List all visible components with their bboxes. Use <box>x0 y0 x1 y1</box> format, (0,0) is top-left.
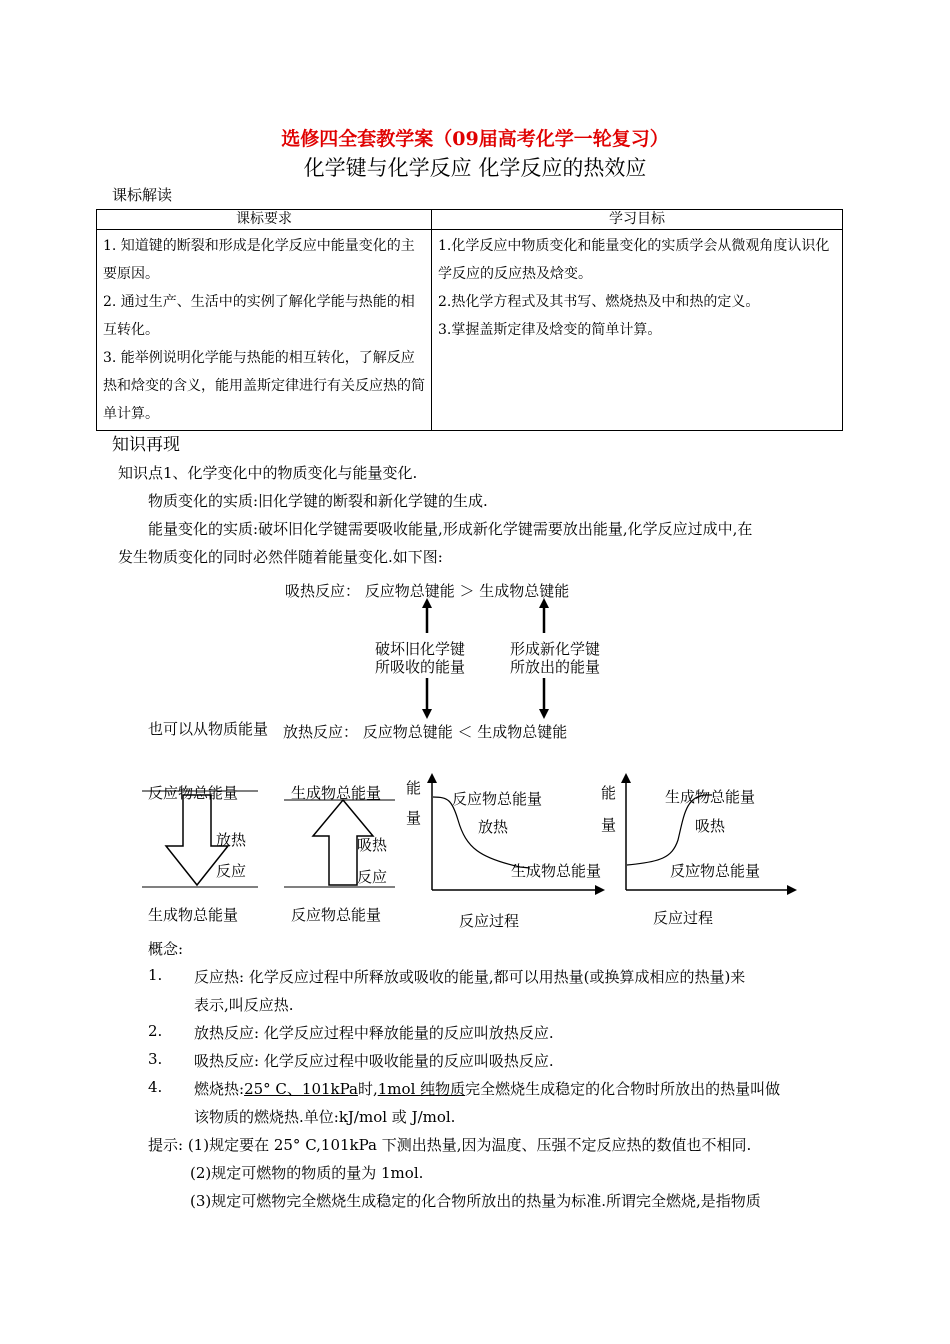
table-header-goals: 学习目标 <box>432 210 843 230</box>
endo-reaction-label: 反应 <box>357 868 388 886</box>
concept-number: 1. <box>148 966 163 984</box>
requirement-item: 2. 通过生产、生活中的实例了解化学能与热能的相互转化。 <box>103 294 415 338</box>
knowledge-point-1: 知识点1、化学变化中的物质变化与能量变化. <box>118 464 418 482</box>
concept-line: 表示,叫反应热. <box>194 996 294 1014</box>
tip-line: (3)规定可燃物完全燃烧生成稳定的化合物所放出的热量为标准.所谓完全燃烧,是指物质 <box>190 1192 761 1210</box>
tip-line: (2)规定可燃物的物质的量为 1mol. <box>190 1164 424 1182</box>
exo-x-axis-label: 反应过程 <box>459 912 520 930</box>
endo-x-axis-label: 反应过程 <box>653 909 714 927</box>
document-title: 选修四全套教学案（09届高考化学一轮复习） <box>281 128 669 150</box>
exo-curve-release-label: 放热 <box>478 818 509 836</box>
exo-reactant-energy-label: 反应物总能量 <box>148 784 239 802</box>
paragraph-energy-change-cont: 发生物质变化的同时必然伴随着能量变化.如下图: <box>118 548 443 566</box>
endo-curve-product-label: 生成物总能量 <box>665 788 756 806</box>
document-subtitle: 化学键与化学反应 化学反应的热效应 <box>303 156 647 180</box>
tip-line: 提示: (1)规定要在 25° C,101kPa 下测出热量,因为温度、压强不定反应热的数值也不相同. <box>148 1136 752 1154</box>
also-from-energy-text: 也可以从物质能量 <box>148 720 269 738</box>
concept-line: 反应热: 化学反应过程中所释放或吸收的能量,都可以用热量(或换算成相应的热量)来 <box>194 968 746 986</box>
exo-release-label: 放热 <box>216 831 247 849</box>
paragraph-energy-change: 能量变化的实质:破坏旧化学键需要吸收能量,形成新化学键需要放出能量,化学反应过成中,在 <box>148 520 753 538</box>
endo-product-energy-label: 生成物总能量 <box>291 784 382 802</box>
endo-curve-reactant-label: 反应物总能量 <box>670 862 761 880</box>
one-mol-pure-substance: 1mol 纯物质 <box>377 1080 466 1098</box>
goal-item: 3.掌握盖斯定律及焓变的简单计算。 <box>438 322 662 338</box>
form-bonds-label: 形成新化学键 所放出的能量 <box>510 640 601 676</box>
combustion-heat-unit: 该物质的燃烧热.单位:kJ/mol 或 J/mol. <box>194 1108 456 1126</box>
goal-item: 1.化学反应中物质变化和能量变化的实质学会从微观角度认识化学反应的反应热及焓变。 <box>438 238 830 282</box>
goal-item: 2.热化学方程式及其书写、燃烧热及中和热的定义。 <box>438 294 760 310</box>
concepts-label: 概念: <box>148 940 184 958</box>
concept-number: 2. <box>148 1022 163 1040</box>
section-heading-standards: 课标解读 <box>112 186 173 204</box>
endo-reactant-energy-label: 反应物总能量 <box>291 906 382 924</box>
exothermic-bond-energy-text: 放热反应： 反应物总键能 ＜ 生成物总键能 <box>283 723 568 741</box>
requirement-item: 3. 能举例说明化学能与热能的相互转化，了解反应热和焓变的含义，能用盖斯定律进行有关反应热的简单计算。 <box>103 350 425 422</box>
paragraph-matter-change: 物质变化的实质:旧化学键的断裂和新化学键的生成. <box>148 492 488 510</box>
endo-curve-absorb-label: 吸热 <box>695 817 726 835</box>
exo-product-energy-label: 生成物总能量 <box>148 906 239 924</box>
exo-y-axis-label-2: 量 <box>406 809 422 827</box>
break-bonds-label: 破坏旧化学键 所吸收的能量 <box>375 640 466 676</box>
exo-curve-reactant-label: 反应物总能量 <box>452 790 543 808</box>
concept-line: 放热反应: 化学反应过程中释放能量的反应叫放热反应. <box>194 1024 554 1042</box>
concept-number: 4. <box>148 1078 163 1096</box>
table-header-requirements: 课标要求 <box>97 210 432 230</box>
section-heading-knowledge: 知识再现 <box>112 435 180 455</box>
endo-y-axis-label-2: 量 <box>601 816 617 834</box>
endo-y-axis-label-1: 能 <box>601 784 617 802</box>
endo-absorb-label: 吸热 <box>357 836 388 854</box>
endothermic-bond-energy-text: 吸热反应： 反应物总键能 ＞ 生成物总键能 <box>285 582 570 600</box>
exo-reaction-label: 反应 <box>216 862 247 880</box>
concept-line: 吸热反应: 化学反应过程中吸收能量的反应叫吸热反应. <box>194 1052 554 1070</box>
exo-curve-product-label: 生成物总能量 <box>511 862 602 880</box>
standard-conditions: 25° C、101kPa <box>244 1080 358 1098</box>
concept-number: 3. <box>148 1050 163 1068</box>
requirement-item: 1. 知道键的断裂和形成是化学反应中能量变化的主要原因。 <box>103 238 415 282</box>
exo-y-axis-label-1: 能 <box>406 779 422 797</box>
combustion-heat-definition: 燃烧热:25° C、101kPa时,1mol 纯物质完全燃烧生成稳定的化合物时所放出的热量叫做 <box>194 1080 781 1098</box>
